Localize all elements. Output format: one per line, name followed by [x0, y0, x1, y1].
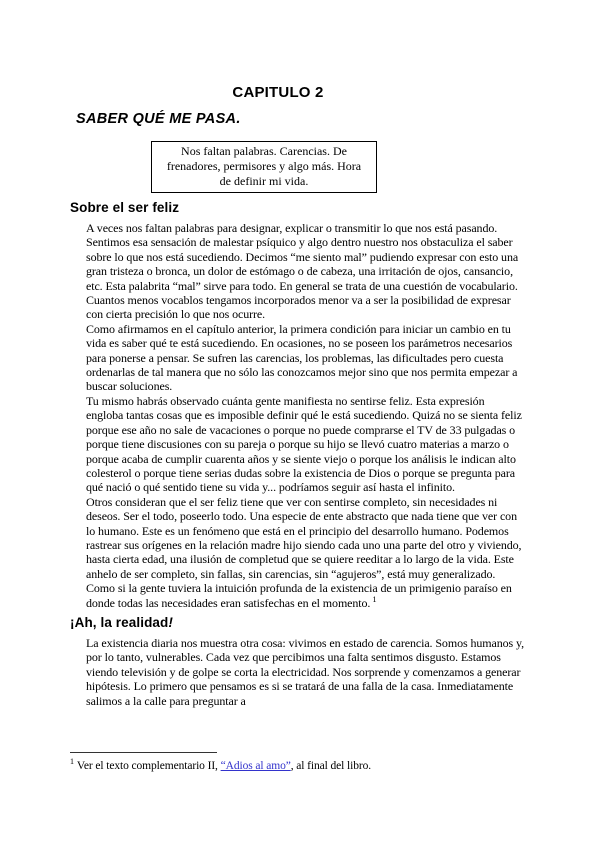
footnote-area — [70, 752, 528, 773]
footnote-separator — [70, 752, 217, 753]
footnote-text-before: Ver el texto complementario II, — [76, 760, 221, 772]
chapter-title: CAPITULO 2 — [232, 84, 324, 101]
paragraph: Como afirmamos en el capítulo anterior, la primera condición para iniciar un cambio en tu vida es saber qué te está sucediendo. En ocasiones, no se poseen los parámetros necesarios para ponerse a pensar. Se sufren las carencias, los problemas, las dificultades pero cuesta ordenarlas de tal manera que no sólo las conozcamos mejor sino que nos permita empezar a buscar soluciones. — [86, 321, 518, 394]
footnote-marker: 1 — [70, 757, 74, 767]
section-body-sobre-el-ser-feliz — [86, 221, 524, 610]
text-column — [70, 200, 528, 708]
paragraph: A veces nos faltan palabras para designar, explicar o transmitir lo que nos está pasando. Sentimos esa sensación de malestar psíquico y algo dentro nuestro nos obstaculiza el saber sobre lo que nos está sucediendo. Decimos “me siento mal” pudiendo expresar con esto una gran tristeza o bronca, un dolor de estómago o de cabeza, una irritación de ojos, cansancio, etc. Esta palabrita “mal” sirve para todo. En general se trata de una cuestión de vocabulario. Cuantos menos vocablos tengamos incorporados menor va a ser la posibilidad de expresar con cierta precisión lo que nos ocurre. — [86, 221, 519, 322]
paragraph: La existencia diaria nos muestra otra cosa: vivimos en estado de carencia. Somos humanos y, por lo tanto, vulnerables. Cada vez que percibimos una falta sentimos disgusto. Estamos viendo televisión y de golpe se corta la electricidad. Nos sorprende y comenzamos a generar hipótesis. Lo primero que pensamos es si se tratará de una falla de la casa. Inmediatamente salimos a la calle para preguntar a — [86, 635, 524, 708]
footnote-ref: 1 — [372, 593, 377, 604]
epigraph-box — [151, 141, 377, 193]
footnote-text-after: , al final del libro. — [290, 760, 372, 772]
epigraph-line: frenadores, permisores y algo más. Hora — [166, 158, 362, 173]
heading-ah-la-realidad — [70, 615, 528, 630]
epigraph-line: de definir mi vida. — [219, 173, 309, 188]
paragraph-text: Otros consideran que el ser feliz tiene que ver con sentirse completo, sin necesidades ni deseos. Ser el todo, poseerlo todo. Una especie de ente abstracto que nada tiene que ver con lo humano. Este es un fenómeno que está en el principio del desarrollo humano. Podemos rastrear sus orígenes en la relación madre hijo siendo cada uno una parte del otro y viviendo, hasta cierta edad, una ilusión de completud que se quiere reeditar a lo largo de la vida. Este anhelo de ser completo, sin fallas, sin carencias, sin “agujeros”, está muy generalizado. Como si la gente tuviera la intuición profunda de la existencia de un primigenio paraíso en donde todas las necesidades eran satisfechas en el momento. — [86, 494, 522, 610]
epigraph-line: Nos faltan palabras. Carencias. De — [181, 144, 347, 158]
book-section-title: SABER QUÉ ME PASA. — [76, 111, 241, 127]
paragraph: Tu mismo habrás observado cuánta gente manifiesta no sentirse feliz. Esta expresión engloba tantas cosas que es imposible definir qué le está sucediendo. Quizá no se sienta feliz porque ese año no sale de vacaciones o porque no puede comprarse el TV de 33 pulgadas o porque tiene discusiones con su pareja o porque su hijo se llevó cuatro materias a marzo o porque acaba de cumplir cuarenta años y se siente viejo o porque los análisis le indican alto colesterol o porque tiene serias dudas sobre la existencia de Dios o porque se pregunta para qué nació o qué sentido tiene su vida y... podríamos seguir así hasta el infinito. — [86, 393, 522, 495]
heading-sobre-el-ser-feliz: Sobre el ser feliz — [70, 200, 180, 215]
section-body-ah-la-realidad — [86, 636, 524, 708]
footnote-link[interactable]: “Adios al amo” — [220, 760, 291, 772]
footnote — [70, 759, 528, 773]
heading-text: ¡Ah, la realidad — [70, 614, 169, 630]
heading-exclamation: ! — [168, 614, 173, 630]
paragraph — [86, 495, 524, 610]
